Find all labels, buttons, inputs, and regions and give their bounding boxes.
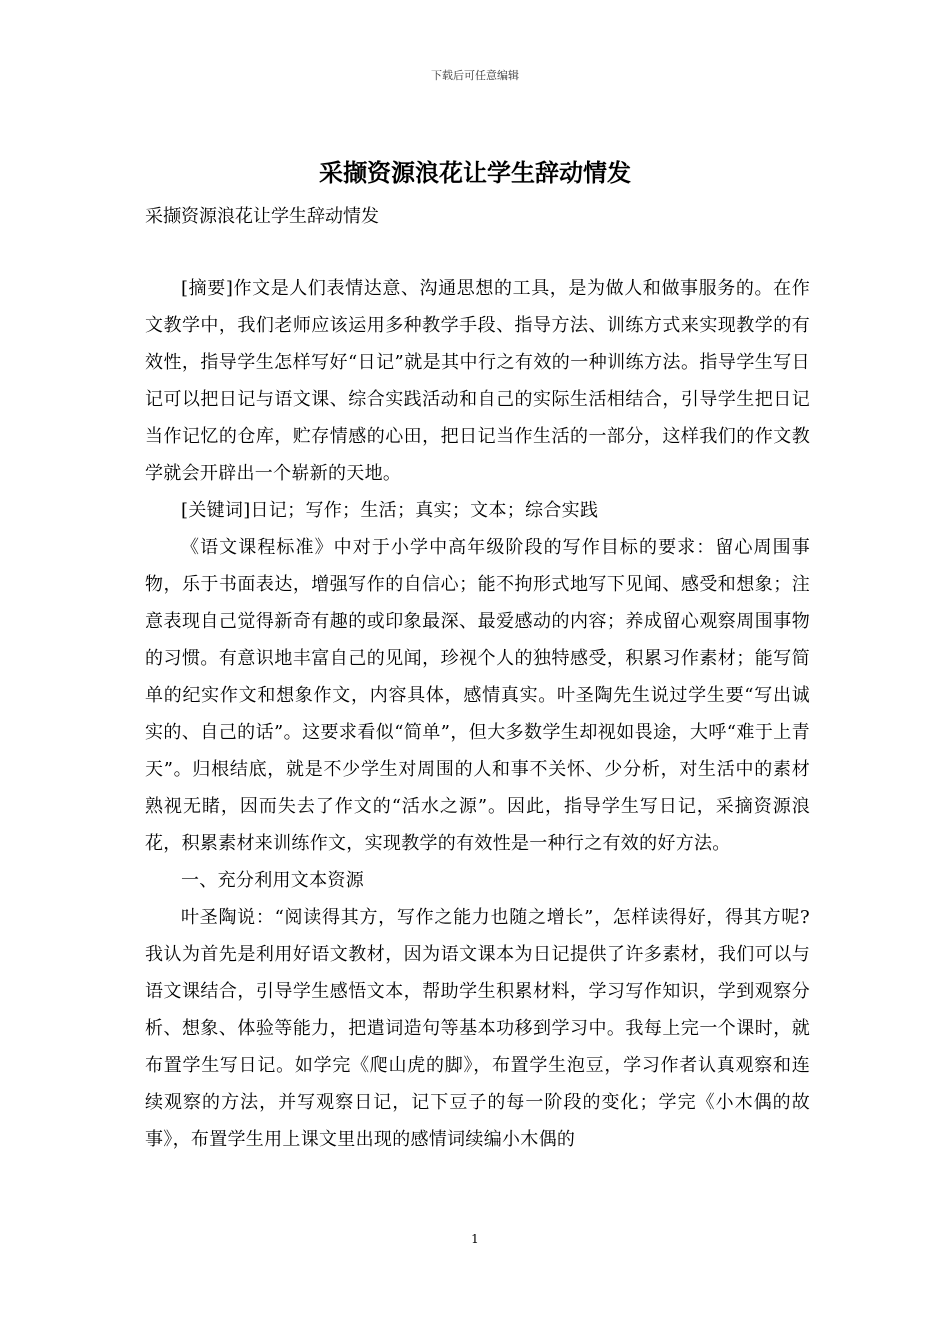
page-number: 1 xyxy=(471,1232,479,1246)
body-paragraph: 叶圣陶说：“阅读得其方，写作之能力也随之增长”，怎样读得好，得其方呢?我认为首先是利用好语文教材，因为语文课本为日记提供了许多素材，我们可以与语文课结合，引导学生感悟文本，帮助学生积累材料，学习写作知识，学到观察分析、想象、体验等能力，把遣词造句等基本功移到学习中。我每上完一个课时，就布置学生写日记。如学完《爬山虎的脚》，布置学生泡豆，学习作者认真观察和连续观察的方法，并写观察日记，记下豆子的每一阶段的变化；学完《小木偶的故事》，布置学生用上课文里出现的感情词续编小木偶的 xyxy=(145,907,810,1150)
body-paragraph: 《语文课程标准》中对于小学中高年级阶段的写作目标的要求：留心周围事物，乐于书面表达，增强写作的自信心；能不拘形式地写下见闻、感受和想象；注意表现自己觉得新奇有趣的或印象最深、最爱感动的内容；养成留心观察周围事物的习惯。有意识地丰富自己的见闻，珍视个人的独特感受，积累习作素材；能写简单的纪实作文和想象作文，内容具体，感情真实。叶圣陶先生说过学生要“写出诚实的、自己的话”。这要求看似“简单”，但大多数学生却视如畏途，大呼“难于上青天”。归根结底，就是不少学生对周围的人和事不关怀、少分析，对生活中的素材熟视无睹，因而失去了作文的“活水之源”。因此，指导学生写日记，采摘资源浪花，积累素材来训练作文，实现教学的有效性是一种行之有效的好方法。 xyxy=(145,537,810,854)
page-header-note: 下载后可任意编辑 xyxy=(431,69,519,82)
document-body xyxy=(145,270,810,1158)
section-heading: 一、充分利用文本资源 xyxy=(181,870,364,891)
keywords-paragraph: [关键词]日记；写作；生活；真实；文本；综合实践 xyxy=(181,500,599,521)
document-title: 采撷资源浪花让学生辞动情发 xyxy=(319,158,631,187)
document-subtitle: 采撷资源浪花让学生辞动情发 xyxy=(145,206,379,227)
abstract-paragraph: [摘要]作文是人们表情达意、沟通思想的工具，是为做人和做事服务的。在作文教学中，我们老师应该运用多种教学手段、指导方法、训练方式来实现教学的有效性，指导学生怎样写好“日记”就是其中行之有效的一种训练方法。指导学生写日记可以把日记与语文课、综合实践活动和自己的实际生活相结合，引导学生把日记当作记忆的仓库，贮存情感的心田，把日记当作生活的一部分，这样我们的作文教学就会开辟出一个崭新的天地。 xyxy=(145,278,810,484)
